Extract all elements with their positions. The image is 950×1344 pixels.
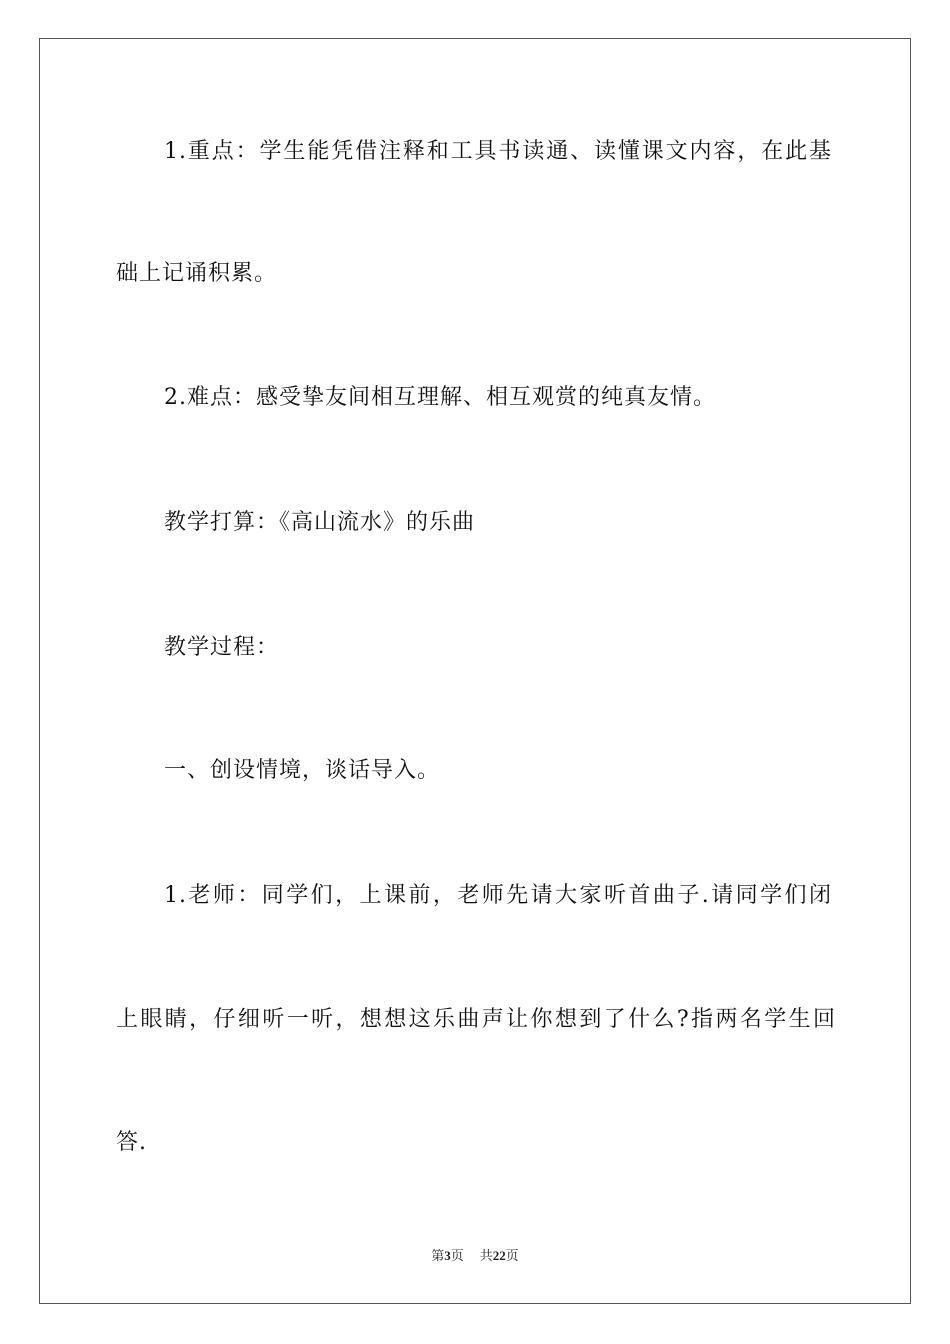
paragraph-line: 上眼睛，仔细听一听，想想这乐曲声让你想到了什么?指两名学生回 [116,1007,836,1032]
paragraph-line: 教学过程： [164,635,280,660]
paragraph-line: 1.重点：学生能凭借注释和工具书读通、读懂课文内容，在此基 [164,139,832,164]
paragraph-line: 一、创设情境，谈话导入。 [164,758,441,783]
footer-page-number: 3 [444,1248,451,1263]
footer-total-pages: 22 [492,1248,506,1263]
paragraph-line: 教学打算：《高山流水》的乐曲 [164,510,476,535]
footer-page-prefix: 第 [431,1248,445,1263]
paragraph-line: 2.难点：感受挚友间相互理解、相互观赏的纯真友情。 [164,385,716,410]
footer-total-prefix: 共 [479,1248,493,1263]
page-footer [0,1246,950,1266]
footer-total-suffix: 页 [505,1248,519,1263]
footer-page-suffix: 页 [450,1248,464,1263]
paragraph-line: 1.老师：同学们，上课前，老师先请大家听首曲子.请同学们闭 [164,883,832,908]
paragraph-line: 础上记诵积累。 [116,261,278,286]
paragraph-line: 答. [116,1130,147,1155]
page-border [39,38,911,1304]
